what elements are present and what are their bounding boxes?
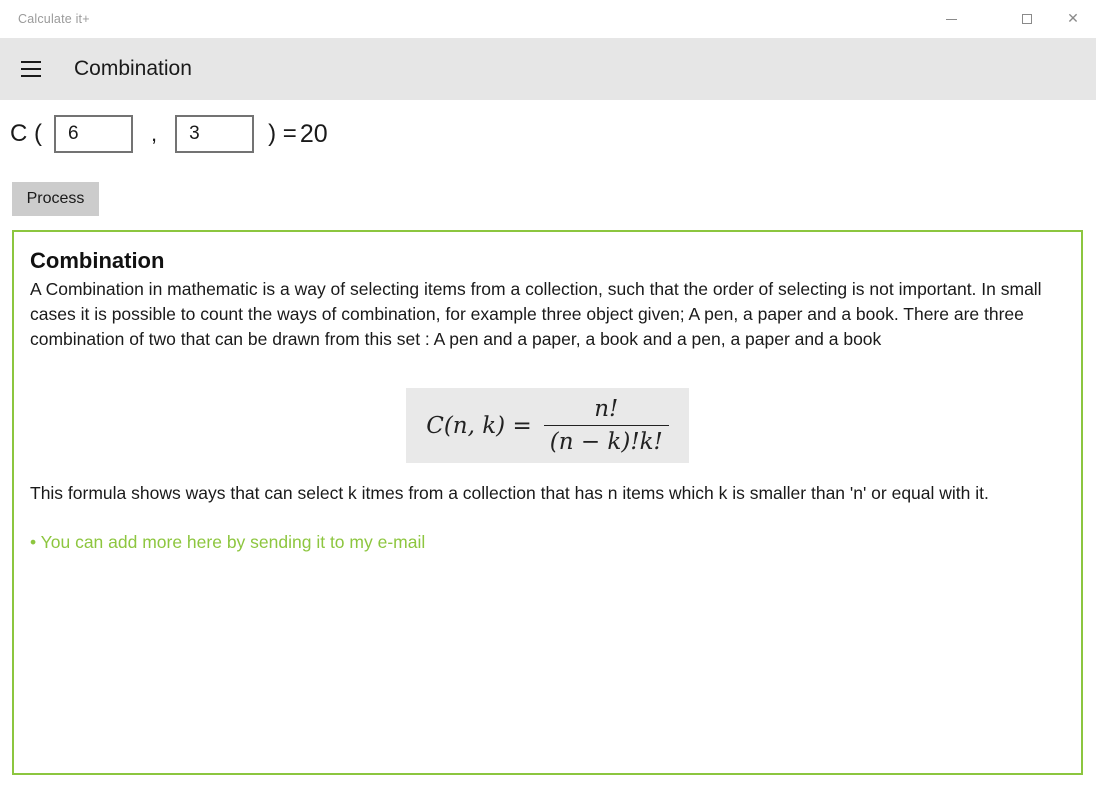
- formula-numerator: n!: [594, 396, 619, 422]
- formula-denominator: (n − k)!k!: [544, 425, 669, 455]
- calculator-row: [10, 114, 1096, 154]
- close-icon: ✕: [1067, 11, 1079, 27]
- formula-image: [406, 388, 689, 463]
- minimize-button[interactable]: [928, 0, 974, 38]
- controls-spacer: [974, 0, 1004, 38]
- page-title: Combination: [74, 57, 192, 80]
- formula-fraction: [544, 396, 669, 455]
- calc-prefix: C (: [10, 120, 42, 147]
- calc-result: 20: [299, 119, 328, 148]
- window-controls: [928, 0, 1096, 38]
- process-button[interactable]: Process: [12, 182, 99, 216]
- maximize-button[interactable]: [1004, 0, 1050, 38]
- panel-note: This formula shows ways that can select k itmes from a collection that has n items which k is smaller than 'n' or equal with it.: [30, 483, 989, 503]
- panel-heading: Combination: [30, 248, 165, 273]
- maximize-icon: [1022, 14, 1032, 24]
- app-header: [0, 38, 1096, 100]
- calc-comma: ,: [151, 121, 158, 146]
- minimize-icon: [946, 19, 957, 20]
- info-panel: [12, 230, 1083, 775]
- close-button[interactable]: [1050, 0, 1096, 38]
- panel-description: A Combination in mathematic is a way of selecting items from a collection, such that the order of selecting is not important. In small cases it is possible to count the ways of combination, for example three object given; A pen, a paper and a book. There are three combination of two that can be drawn from this set : A pen and a paper, a book and a pen, a paper and a book: [30, 279, 1042, 349]
- n-input[interactable]: [54, 115, 133, 153]
- calc-suffix: ) =: [268, 120, 297, 147]
- hamburger-icon[interactable]: [21, 61, 41, 77]
- formula-container: [30, 388, 1065, 463]
- titlebar: [0, 0, 1096, 38]
- window-title: Calculate it+: [18, 12, 90, 26]
- email-contact-link[interactable]: • You can add more here by sending it to my e-mail: [30, 532, 426, 552]
- formula-lhs: C(n, k) =: [426, 412, 532, 439]
- k-input[interactable]: [175, 115, 254, 153]
